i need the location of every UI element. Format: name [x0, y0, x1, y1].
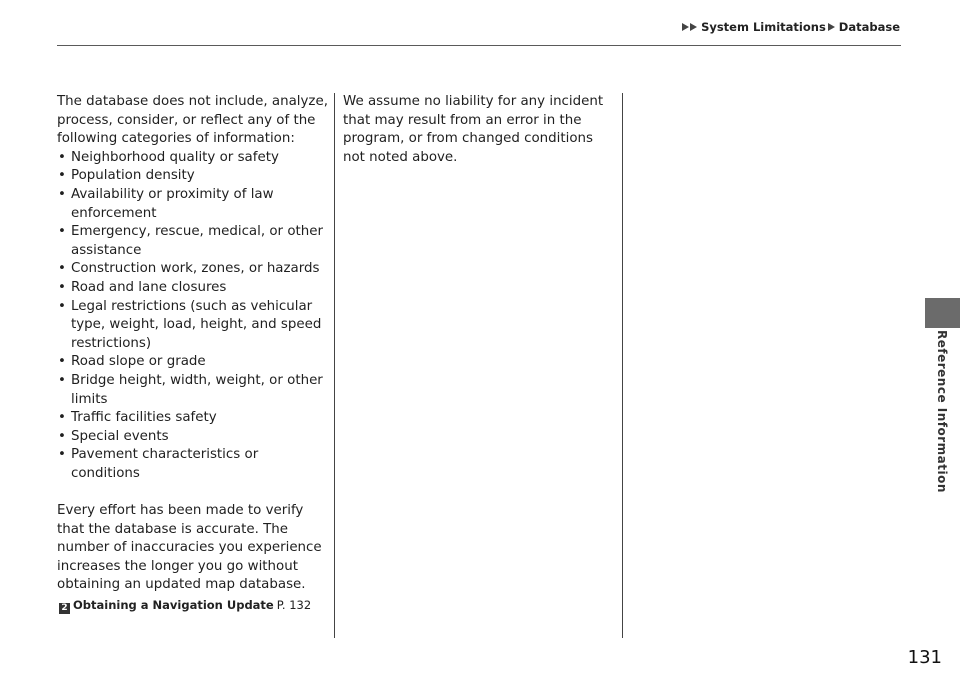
double-arrow-icon — [682, 20, 698, 34]
list-item: • Legal restrictions (such as vehicular type, weight, load, height, and speed restrictions) — [57, 298, 329, 354]
arrow-icon — [828, 20, 836, 34]
list-item: • Construction work, zones, or hazards — [57, 260, 329, 279]
excluded-categories-list — [57, 149, 329, 484]
list-item: • Special events — [57, 428, 329, 447]
list-item: • Pavement characteristics or conditions — [57, 446, 329, 483]
list-item: • Population density — [57, 167, 329, 186]
breadcrumb — [682, 20, 900, 34]
column-divider — [622, 93, 623, 638]
section-tab[interactable] — [925, 298, 960, 328]
list-item: • Availability or proximity of law enforcement — [57, 186, 329, 223]
cross-reference-link[interactable] — [57, 597, 329, 614]
accuracy-paragraph: Every effort has been made to verify that the database is accurate. The number of inaccuracies you experience increases the longer you go without obtaining an updated map database. — [57, 503, 322, 593]
list-item: • Road and lane closures — [57, 279, 329, 298]
right-column — [343, 93, 618, 167]
reference-icon: 2 — [59, 603, 70, 614]
list-item: • Traffic facilities safety — [57, 409, 329, 428]
liability-paragraph: We assume no liability for any incident that may result from an error in the program, or from changed conditions not noted above. — [343, 94, 604, 165]
list-item: • Bridge height, width, weight, or other limits — [57, 372, 329, 409]
header-rule — [57, 45, 901, 46]
list-item: • Emergency, rescue, medical, or other assistance — [57, 223, 329, 260]
xref-title[interactable]: Obtaining a Navigation Update — [73, 598, 274, 613]
intro-paragraph: The database does not include, analyze, process, consider, or reflect any of the following categories of information: — [57, 94, 328, 147]
breadcrumb-item-database[interactable]: Database — [838, 20, 900, 34]
list-item: • Road slope or grade — [57, 353, 329, 372]
list-item: • Neighborhood quality or safety — [57, 149, 329, 168]
page-number: 131 — [907, 647, 942, 668]
xref-page[interactable]: P. 132 — [276, 598, 312, 613]
breadcrumb-item-system-limitations[interactable]: System Limitations — [701, 20, 826, 34]
section-label: Reference Information — [935, 330, 949, 493]
column-divider — [334, 93, 335, 638]
left-column — [57, 93, 329, 614]
